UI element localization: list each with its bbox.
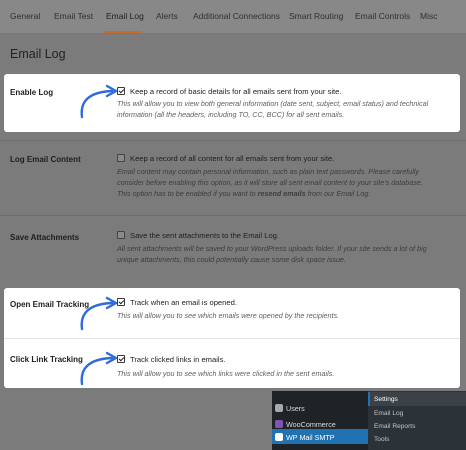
log-email-content-checkbox-text: Keep a record of all content for all emails sent from your site. — [130, 154, 335, 163]
arrow-annotation — [76, 351, 120, 387]
resend-emails-link[interactable]: resend emails — [257, 189, 306, 198]
woocommerce-icon — [275, 420, 283, 428]
help-line: information (all the headers, including TO, CC, BCC) for all sent emails. — [117, 110, 345, 119]
log-email-content-label: Log Email Content — [10, 155, 81, 164]
tab-additional-connections[interactable]: Additional Connections — [193, 11, 280, 21]
wp-admin-menu — [272, 391, 368, 450]
log-email-content-checkbox[interactable] — [117, 154, 125, 162]
tab-smart-routing[interactable]: Smart Routing — [289, 11, 344, 21]
help-line: This will allow you to view both general information (date sent, subject, email status) and technical — [117, 99, 429, 108]
submenu-email-log[interactable]: Email Log — [374, 410, 404, 417]
tab-alerts[interactable]: Alerts — [156, 11, 178, 21]
open-email-tracking-help — [117, 310, 455, 321]
wp-menu-wp-mail-smtp[interactable]: WP Mail SMTP — [286, 433, 335, 442]
click-link-tracking-label: Click Link Tracking — [10, 355, 83, 364]
submenu-email-reports[interactable]: Email Reports — [374, 423, 416, 430]
enable-log-checkbox-text: Keep a record of basic details for all emails sent from your site. — [130, 87, 342, 96]
wp-admin-submenu — [368, 391, 466, 450]
enable-log-label: Enable Log — [10, 88, 54, 97]
save-attachments-help — [117, 243, 455, 265]
save-attachments-label: Save Attachments — [10, 233, 80, 242]
users-icon — [275, 404, 283, 412]
arrow-annotation — [76, 296, 120, 332]
wp-menu-users[interactable]: Users — [286, 404, 305, 413]
tab-email-test[interactable]: Email Test — [54, 11, 94, 21]
tab-email-log[interactable]: Email Log — [106, 11, 144, 21]
arrow-annotation — [76, 84, 120, 120]
tab-email-controls[interactable]: Email Controls — [355, 11, 411, 21]
active-tab-indicator — [104, 31, 142, 33]
submenu-settings[interactable]: Settings — [374, 396, 398, 403]
divider — [0, 140, 466, 141]
help-text: from our Email Log. — [307, 189, 371, 198]
log-email-content-help — [117, 166, 455, 199]
divider — [4, 338, 460, 339]
help-line: unique attachments, this could potentially cause some disk space issue. — [117, 255, 346, 264]
divider — [0, 215, 466, 216]
help-line: consider before enabling this option, as it will store all sent email content to your site's database. — [117, 178, 423, 187]
click-link-tracking-help — [117, 368, 455, 379]
page-title: Email Log — [10, 47, 66, 61]
save-attachments-checkbox-text: Save the sent attachments to the Email Log. — [130, 231, 280, 240]
help-text: This option has to be enabled if you want to — [117, 189, 256, 198]
wp-menu-woocommerce[interactable]: WooCommerce — [286, 420, 336, 429]
submenu-tools[interactable]: Tools — [374, 436, 390, 443]
click-link-tracking-checkbox-text: Track clicked links in emails. — [130, 355, 226, 364]
enable-log-help — [117, 98, 455, 120]
tab-general[interactable]: General — [10, 11, 41, 21]
help-line: Email content may contain personal information, such as plain text passwords. Please carefully — [117, 167, 420, 176]
mail-icon — [275, 433, 283, 441]
help-line: All sent attachments will be saved to your WordPress uploads folder. If your site sends a lot of big — [117, 244, 427, 253]
settings-tab-bar — [0, 0, 466, 34]
open-email-tracking-checkbox-text: Track when an email is opened. — [130, 298, 237, 307]
open-email-tracking-label: Open Email Tracking — [10, 300, 90, 309]
help-line: This will allow you to see which links were clicked in the sent emails. — [117, 369, 335, 378]
help-line: This will allow you to see which emails were opened by the recipients. — [117, 311, 340, 320]
tab-misc[interactable]: Misc — [420, 11, 438, 21]
save-attachments-checkbox[interactable] — [117, 231, 125, 239]
help-line — [117, 188, 455, 199]
